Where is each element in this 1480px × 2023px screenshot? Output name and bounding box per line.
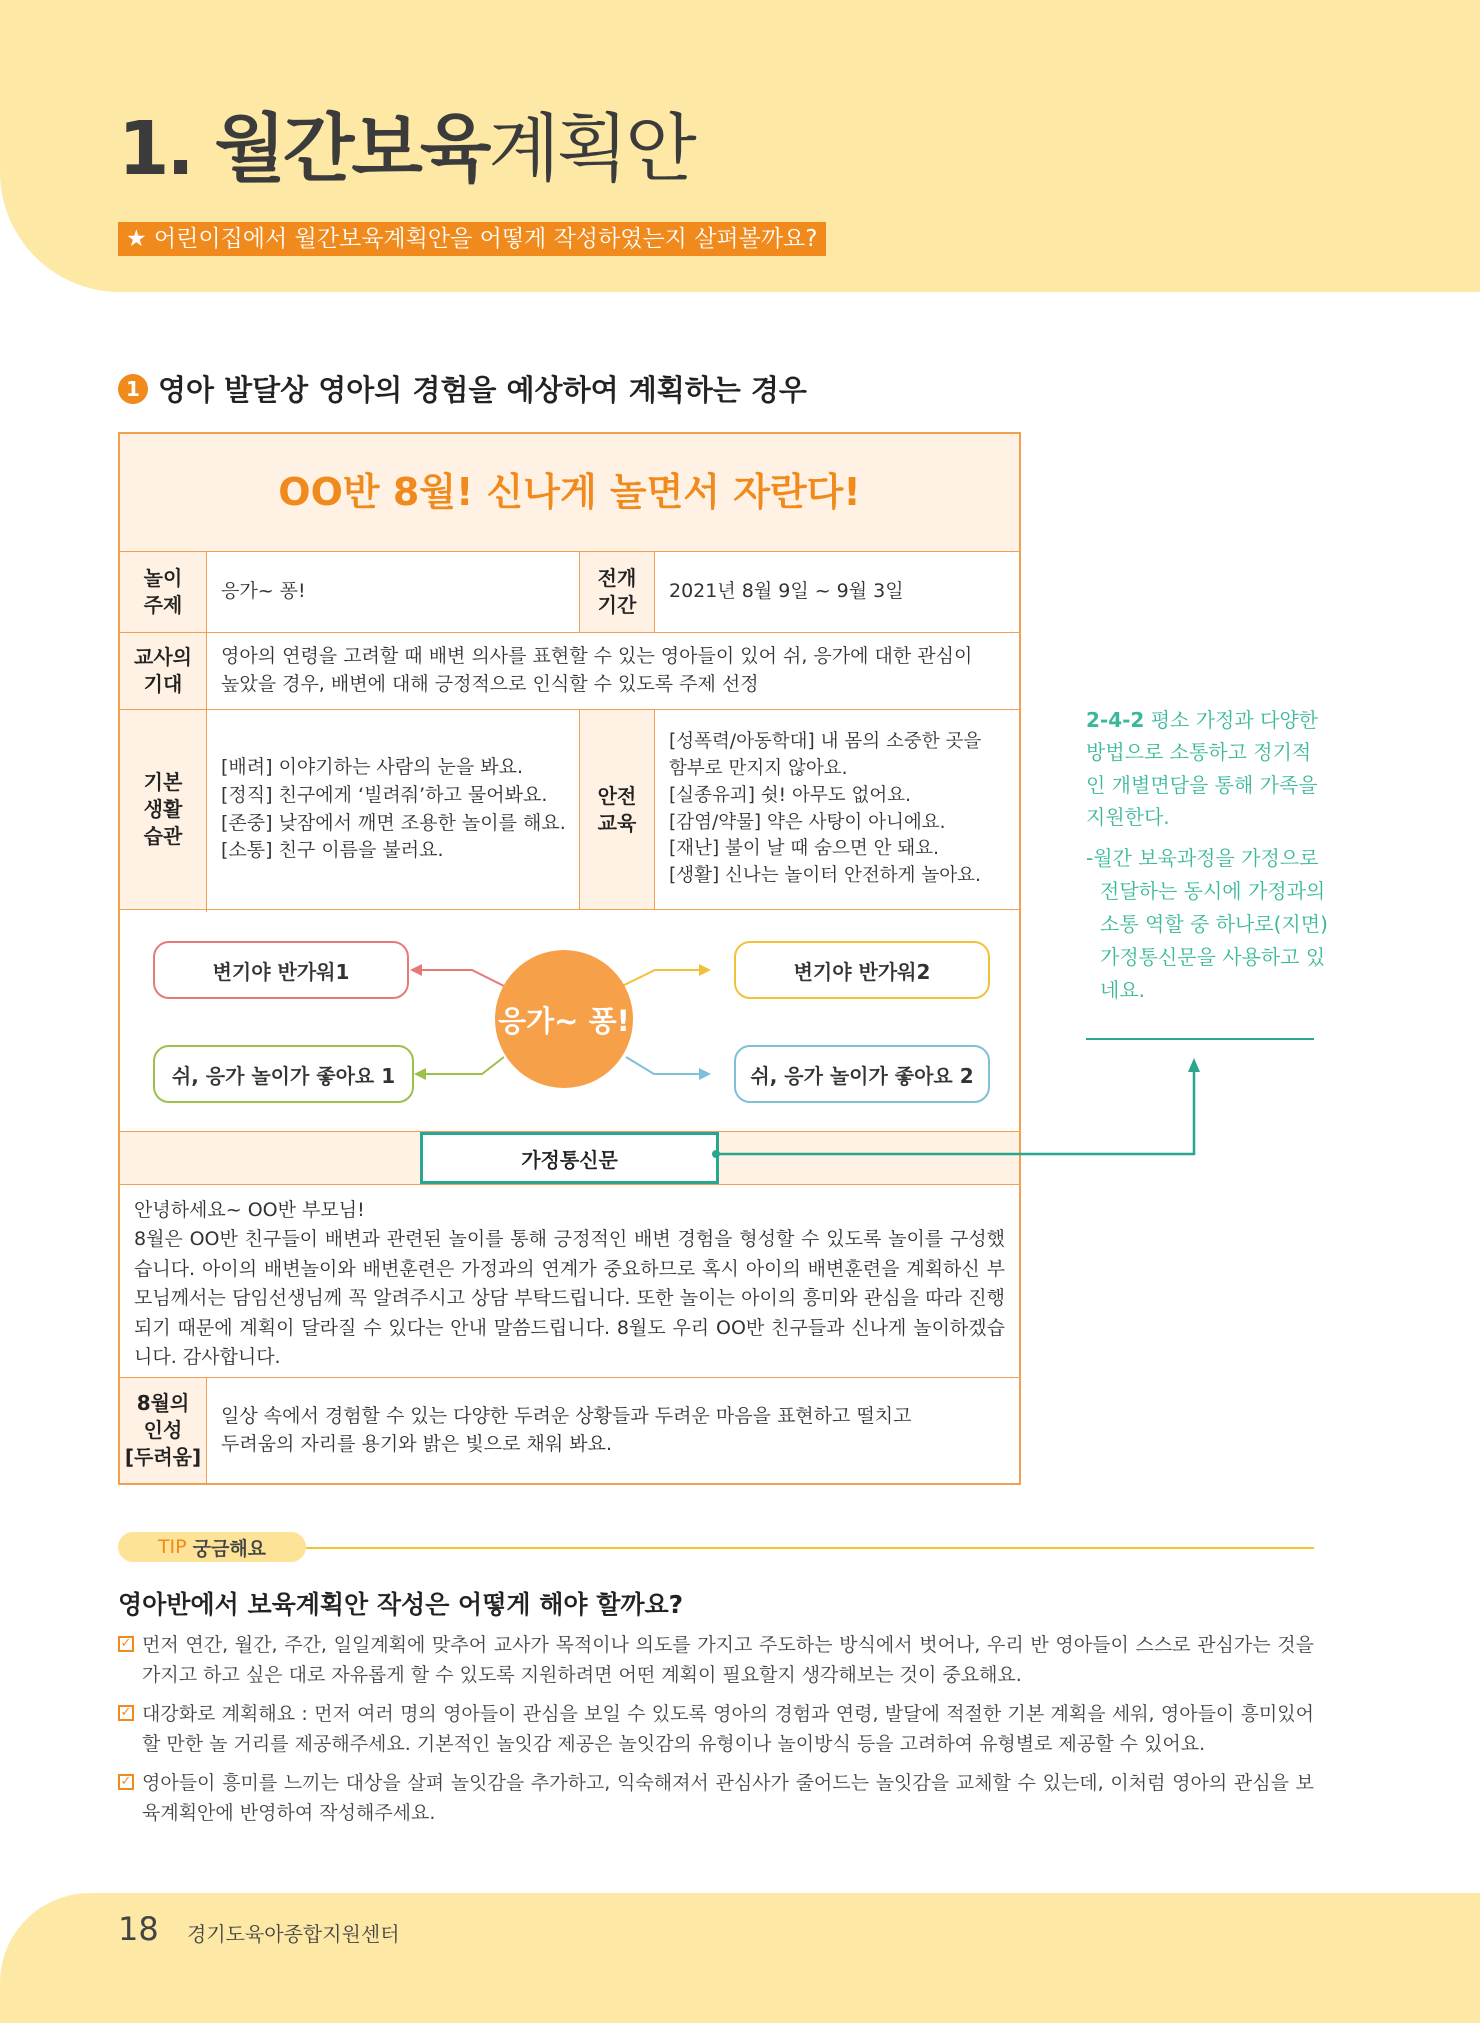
table-divider	[120, 1184, 1019, 1185]
family-letter-label: 가정통신문	[420, 1132, 719, 1184]
subtopic-bottom-left: 쉬, 응가 놀이가 좋아요 1	[153, 1045, 414, 1103]
basic-habits-value: [배려] 이야기하는 사람의 눈을 봐요. [정직] 친구에게 ‘빌려줘’하고 물어봐요. [존중] 낮잠에서 깨면 조용한 놀이를 해요. [소통] 친구 이름을 불러요.	[221, 756, 566, 862]
page-title: 1. 월간보육계획안	[118, 106, 694, 192]
letter-greeting: 안녕하세요~ OO반 부모님!	[134, 1199, 365, 1221]
tip-item: ✓ 대강화로 계획해요 : 먼저 여러 명의 영아들이 관심을 보일 수 있도록 영아의 경험과 연령, 발달에 적절한 기본 계획을 세워, 영아들이 흥미있어 할 만한 놀 거리를 제공해주세요. 기본적인 놀잇감 제공은 놀잇감의 유형이나 놀이방식 등을 고려하여 유형별로 제공할 수 있어요.	[118, 1699, 1314, 1759]
connector-bottom-right	[626, 1057, 703, 1074]
topic-mindmap	[120, 910, 1019, 1132]
teacher-expectation-value: 영아의 연령을 고려할 때 배변 의사를 표현할 수 있는 영아들이 있어 쉬, 응가에 대한 관심이 높았을 경우, 배변에 대해 긍정적으로 인식할 수 있도록 주제 선정	[221, 645, 973, 695]
letter-text: 8월은 OO반 친구들이 배변과 관련된 놀이를 통해 긍정적인 배변 경험을 형성할 수 있도록 놀이를 구성했습니다. 아이의 배변놀이와 배변훈련은 가정과의 연계가 중요하므로 혹시 아이의 배변훈련을 계획하신 부모님께서는 담임선생님께 꼭 알려주시고 상담 부탁드립니다. 또한 놀이는 아이의 흥미와 관심을 따라 진행되기 때문에 계획이 달라질 수 있다는 안내 말씀드립니다. 8월도 우리 OO반 친구들과 신나게 놀이하겠습니다. 감사합니다.	[134, 1228, 1005, 1369]
connector-top-left	[418, 970, 512, 990]
checkbox-icon: ✓	[118, 1705, 134, 1721]
subtopic-top-left: 변기야 반가워1	[153, 941, 409, 999]
tip-item: ✓ 먼저 연간, 월간, 주간, 일일계획에 맞추어 교사가 목적이나 의도를 가지고 주도하는 방식에서 벗어나, 우리 반 영아들이 스스로 관심가는 것을 가지고 하고 싶은 대로 자유롭게 할 수 있도록 지원하려면 어떤 계획이 필요할지 생각해보는 것이 중요해요.	[118, 1630, 1314, 1690]
tip-list	[118, 1630, 1314, 1837]
footer-organization: 경기도육아종합지원센터	[187, 1922, 400, 1946]
basic-habits-label: 기본 생활 습관	[120, 710, 206, 909]
tip-rule	[306, 1547, 1314, 1549]
play-topic-label: 놀이 주제	[120, 552, 206, 632]
teacher-expectation-label: 교사의 기대	[120, 633, 206, 709]
arrowhead-up-icon	[1188, 1058, 1200, 1072]
page-number: 18	[118, 1910, 159, 1948]
tip-badge: TIP 궁금해요	[118, 1532, 306, 1562]
side-note	[1086, 704, 1330, 1007]
checkbox-icon: ✓	[118, 1636, 134, 1652]
arrowhead-icon	[414, 1068, 426, 1080]
period-value: 2021년 8월 9일 ~ 9월 3일	[669, 580, 904, 603]
section-number-badge: 1	[118, 374, 148, 404]
tip-item: ✓ 영아들이 흥미를 느끼는 대상을 살펴 놀잇감을 추가하고, 익숙해져서 관심사가 줄어드는 놀잇감을 교체할 수 있는데, 이처럼 영아의 관심을 보육계획안에 반영하여 작성해주세요.	[118, 1768, 1314, 1828]
plan-title: OO반 8월! 신나게 놀면서 자란다!	[120, 434, 1019, 551]
checkbox-icon: ✓	[118, 1774, 134, 1790]
side-note-sub: -월간 보육과정을 가정으로 전달하는 동시에 가정과의 소통 역할 중 하나로(지면) 가정통신문을 사용하고 있네요.	[1086, 845, 1328, 1002]
character-label: 8월의 인성 [두려움]	[120, 1378, 206, 1483]
section-heading	[118, 368, 807, 409]
connector-top-right	[614, 970, 703, 990]
footer-band	[0, 1893, 1480, 2023]
arrowhead-icon	[410, 964, 422, 976]
period-label: 전개 기간	[580, 552, 654, 632]
side-note-main: 2-4-2 평소 가정과 다양한 방법으로 소통하고 정기적인 개별면담을 통해 가족을 지원한다.	[1086, 708, 1318, 830]
safety-education-value: [성폭력/아동학대] 내 몸의 소중한 곳을 함부로 만지지 않아요. [실종유괴] 쉿! 아무도 없어요. [감염/약물] 약은 사탕이 아니에요. [재난] 불이 날 때 숨으면 안 돼요. [생활] 신나는 놀이터 안전하게 놀아요.	[669, 731, 982, 887]
side-note-rule	[1086, 1038, 1314, 1040]
monthly-plan-table	[118, 432, 1021, 1485]
arrowhead-icon	[699, 964, 711, 976]
tip-question: 영아반에서 보육계획안 작성은 어떻게 해야 할까요?	[118, 1590, 684, 1619]
section-heading-text: 영아 발달상 영아의 경험을 예상하여 계획하는 경우	[158, 373, 807, 407]
subtopic-bottom-right: 쉬, 응가 놀이가 좋아요 2	[734, 1045, 990, 1103]
play-topic-value: 응가~ 퐁!	[221, 580, 306, 603]
subtitle-banner: ★ 어린이집에서 월간보육계획안을 어떻게 작성하였는지 살펴볼까요?	[118, 222, 826, 256]
arrowhead-icon	[699, 1068, 711, 1080]
connector-bottom-left	[422, 1057, 504, 1074]
character-value: 일상 속에서 경험할 수 있는 다양한 두려운 상황들과 두려운 마음을 표현하고 떨치고 두려움의 자리를 용기와 밝은 빛으로 채워 봐요.	[221, 1404, 912, 1455]
mindmap-center-topic: 응가~ 퐁!	[495, 950, 633, 1088]
family-letter-body	[120, 1186, 1019, 1373]
subtopic-top-right: 변기야 반가워2	[734, 941, 990, 999]
safety-education-label: 안전 교육	[580, 710, 654, 909]
